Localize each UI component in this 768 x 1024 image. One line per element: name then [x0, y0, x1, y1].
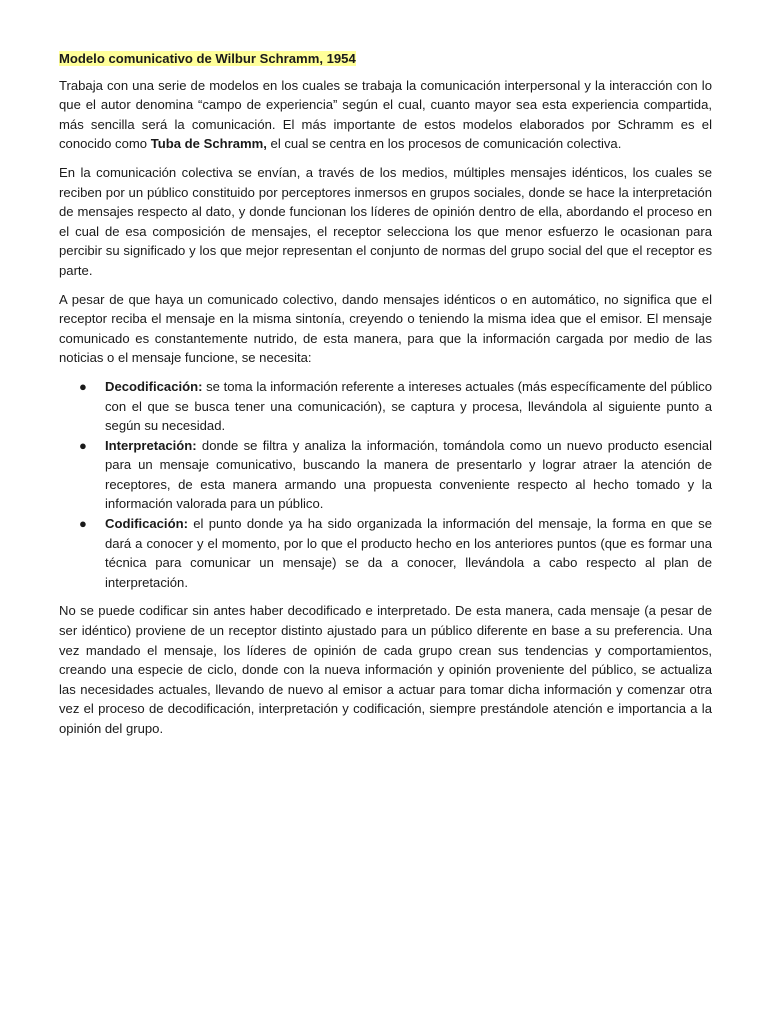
bullet-icon: ● [79, 437, 87, 453]
title-highlight: Modelo comunicativo de Wilbur Schramm, 1954 [59, 51, 356, 66]
list-item-codificacion [59, 514, 712, 592]
paragraph-intro-text: Trabaja con una serie de modelos en los cuales se trabaja la comunicación interpersonal y la interacción con lo que el autor denomina “campo de experiencia” según el cual, cuanto mayor sea esta experiencia compartida, más sencilla será la comunicación. El más importante de estos modelos elaborados por Schramm es el conocido como [59, 77, 712, 152]
tuba-de-schramm-term: Tuba de Schramm, [150, 136, 267, 152]
list-item-interpretacion [59, 436, 712, 514]
list-item-text: se toma la información referente a intereses actuales (más específicamente del público con el que se busca tener una comunicación), se captura y procesa, llevándola al siguiente punto a según su necesidad. [105, 378, 712, 434]
list-item-term: Decodificación: [105, 378, 203, 394]
paragraph-requirements: A pesar de que haya un comunicado colectivo, dando mensajes idénticos o en automático, no significa que el receptor reciba el mensaje en la misma sintonía, creyendo o teniendo la misma idea que el emisor. El mensaje comunicado es constantemente nutrido, de esta manera, para que la información cargada por medio de las noticias o el mensaje funcione, se necesita: [59, 291, 712, 366]
process-steps-list [59, 377, 712, 593]
paragraph-intro [59, 76, 712, 154]
bullet-icon: ● [79, 378, 87, 394]
paragraph-collective-communication: En la comunicación colectiva se envían, a través de los medios, múltiples mensajes idénticos, los cuales se reciben por un público constituido por perceptores inmersos en grupos sociales, donde se hace la interpretación de mensajes respecto al dato, y donde funcionan los líderes de opinión dentro de ella, abordando el proceso en el cual de esa composición de mensajes, el receptor selecciona los que menor esfuerzo le ocasionan para percibir su significado y los que mejor representan el conjunto de normas del grupo social del que el receptor es parte. [59, 164, 712, 278]
list-item-term: Interpretación: [105, 437, 197, 453]
list-item-decodificacion [59, 377, 712, 436]
paragraph-conclusion: No se puede codificar sin antes haber decodificado e interpretado. De esta manera, cada mensaje (a pesar de ser idéntico) proviene de un receptor distinto ajustado para un público diferente en base a su preferencia. Una vez mandado el mensaje, los líderes de opinión de cada grupo crean sus tendencias y comportamientos, creando una especie de ciclo, donde con la nueva información y opinión proveniente del público, se actualiza las necesidades actuales, llevando de nuevo al emisor a actuar para tomar dicha información y comenzar otra vez el proceso de decodificación, interpretación y codificación, siempre prestándole atención e importancia a la opinión del grupo. [59, 603, 712, 736]
list-item-text: el punto donde ya ha sido organizada la información del mensaje, la forma en que se dará a conocer y el momento, por lo que el producto hecho en los anteriores puntos (que es formar una técnica para comunicar un mensaje) se da a conocer, llevándola a cabo respecto al plan de interpretación. [105, 516, 712, 590]
document-title [59, 49, 712, 69]
paragraph-intro-text-end: el cual se centra en los procesos de comunicación colectiva. [266, 136, 622, 152]
list-item-text: donde se filtra y analiza la información, tomándola como un nuevo producto esencial para un mensaje comunicativo, buscando la manera de presentarlo y lograr atraer la atención de receptores, de esta manera armando una propuesta conveniente respecto al hecho tomado y la información valorada para un público. [105, 437, 712, 512]
list-item-term: Codificación: [105, 516, 188, 532]
bullet-icon: ● [79, 516, 87, 532]
